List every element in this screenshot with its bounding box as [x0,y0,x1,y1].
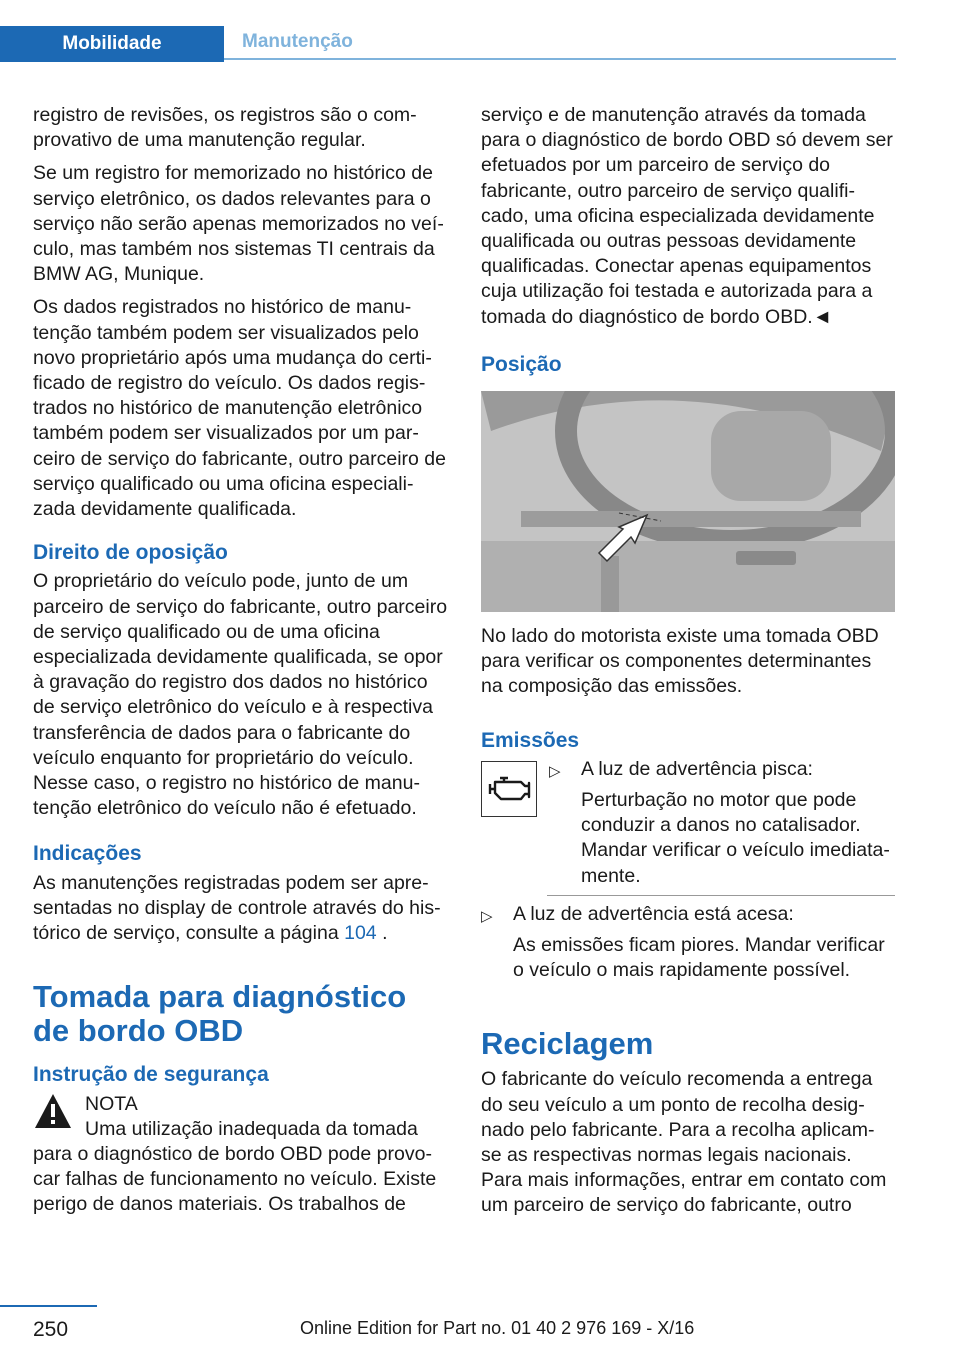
heading-posicao: Posição [481,352,562,376]
steering-wheel-image [481,391,895,612]
paragraph: serviço e de manutenção através da tomada para o diagnóstico de bordo OBD só devem ser efetuados por um parceiro de serviço do fabricante, outro parceiro de serviço qualificado, uma oficina especializada devidamente qualificada ou outras pessoas devidamente qualificadas. Conectar apenas equipamentos cuja utilização foi testada e autorizada para a tomada do diagnóstico de bordo OBD.◄ [481,104,893,328]
heading-emissoes: Emissões [481,728,580,752]
paragraph: Se um registro for memorizado no histórico de serviço eletrônico, os dados relevantes para o serviço não serão apenas memorizados no veículo, mas também nos sistemas TI centrais da BMW AG, Munique. [33,162,444,286]
item-text: As emissões ficam piores. Mandar verificar o veículo o mais rapidamente possível. [513,934,885,982]
triangle-bullet-icon: ▷ [481,907,493,925]
note-text-first-line: Uma utilização inadequada da tomada [85,1117,418,1140]
paragraph: No lado do motorista existe uma tomada OBD para verificar os componentes determinantes na composição das emissões. [481,625,879,698]
emissions-list [549,757,895,889]
heading-reciclagem: Reciclagem [481,1026,654,1062]
item-title: A luz de advertência está acesa: [513,902,794,925]
warning-icon [33,1092,73,1130]
item-text: Perturbação no motor que pode conduzir a danos no catalisador. Mandar verificar o veículo imediatamente. [581,789,890,887]
text: As manutenções registradas podem ser apresentadas no display de controle através do histórico de serviço, consulte a página [33,871,441,945]
emissions-block [481,757,895,889]
heading-instrucao-seguranca: Instrução de segurança [33,1063,269,1087]
left-column [33,103,448,1218]
page-link[interactable]: 104 [344,922,377,945]
obd-position-illustration [481,391,895,612]
right-column [481,103,895,1227]
tab-manutencao[interactable]: Manutenção [224,26,896,60]
list-item [481,902,895,984]
chapter-tabs [0,26,896,62]
tab-mobilidade[interactable]: Mobilidade [0,26,224,62]
list-item [549,757,895,889]
edition-text: Online Edition for Part no. 01 40 2 976 169 - X/16 [300,1318,695,1338]
heading-indicacoes: Indicações [33,842,142,866]
engine-warning-icon [481,761,537,817]
paragraph: registro de revisões, os registros são o comprovativo de uma manutenção regular. [33,104,417,152]
paragraph-service-history [33,871,448,947]
paragraph: Os dados registrados no histórico de manutenção também podem ser visualizados pelo novo proprietário após uma mudança do certificado de registro do veículo. Os dados registrados no histórico de manutenção eletrônico também podem ser visualizados por um parceiro de serviço do fabricante, outro parceiro de serviço qualificado ou uma oficina especializada devidamente qualificada. [33,296,446,521]
paragraph: O proprietário do veículo pode, junto de um parceiro de serviço do fabricante, outro parceiro de serviço qualificado ou de uma oficina especializada devidamente qualificada, se opor à gravação do registro dos dados no histórico de serviço eletrônico do veículo e à respectiva transferência de dados para o fabricante do veículo enquanto for proprietário do veículo. Nesse caso, o registro no histórico de manutenção eletrônico do veículo não é efetuado. [33,570,448,820]
item-title: A luz de advertência pisca: [581,757,813,780]
footer-rule [0,1305,97,1307]
triangle-bullet-icon: ▷ [549,762,561,780]
text: . [376,922,388,945]
divider [547,895,895,896]
paragraph: O fabricante do veículo recomenda a entrega do seu veículo a um ponto de recolha designado pelo fabricante. Para a recolha aplicam-se as respectivas normas legais nacionais. Para mais informações, entrar em contato com um parceiro de serviço do fabricante, outro [481,1068,887,1217]
note-label: NOTA [85,1092,138,1115]
page-number: 250 [33,1318,69,1341]
heading-tomada-obd: Tomada para diagnóstico de bordo OBD [33,979,407,1049]
safety-note [33,1092,448,1218]
note-text: para o diagnóstico de bordo OBD pode provocar falhas de funcionamento no veículo. Existe perigo de danos materiais. Os trabalhos de [33,1142,437,1216]
heading-direito-oposicao: Direito de oposição [33,541,228,565]
